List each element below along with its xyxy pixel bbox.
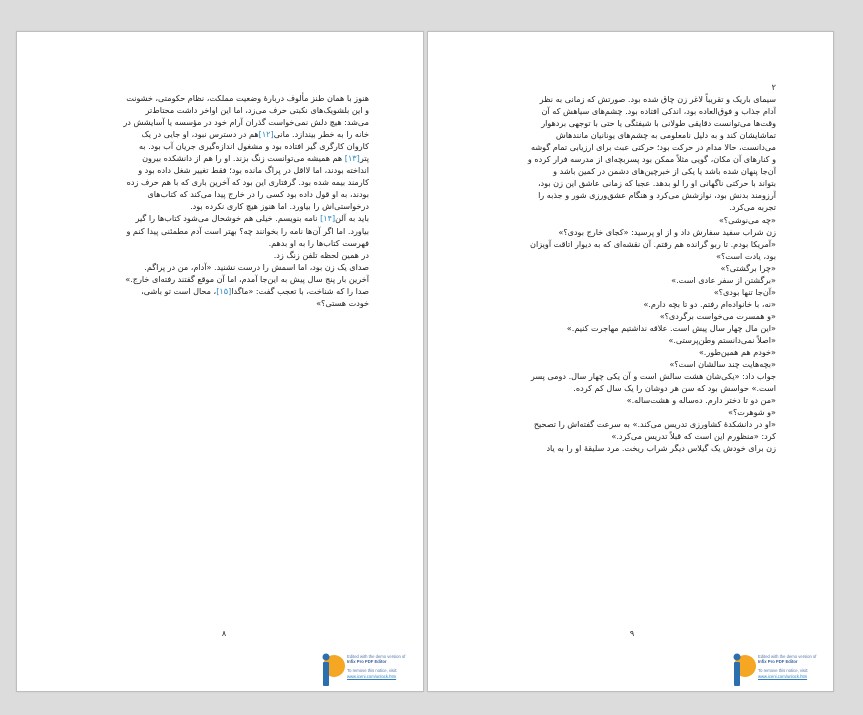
- footnote-ref[interactable]: [۱۴]: [320, 213, 336, 224]
- text-line: «آن‌جا تنها بودی؟»: [713, 286, 776, 297]
- text-line: درخواستی‌اش را بیاورد. اما هنوز هیچ کاری نکرده بود.: [190, 201, 369, 212]
- text-line: خودت هستی؟»: [316, 297, 369, 308]
- left-page: [16, 31, 424, 692]
- text-line: صدا را که شناخت، با تعجب گفت: «ماگدا[۱۵]، محال است تو باشی،: [141, 285, 369, 296]
- watermark-text: Edited with the demo version of Infix Pro PDF Editor To remove this notice, visit: www.iceni.com/unlock.htm: [758, 654, 838, 679]
- text-line: کاروان کارگری گیر افتاده بود و مشغول اندازه‌گیری جریان آب بود. به: [138, 141, 369, 152]
- text-line: «اصلاً نمی‌دانستم وطن‌پرستی.»: [668, 334, 776, 345]
- text-line: زن برای خودش یک گیلاس دیگر شراب ریخت. مرد سلیقهٔ او را به یاد: [546, 443, 776, 454]
- text-line: می‌دانست، حالا مدام در حرکت بود؛ حرکتی عبث برای ارزیابی تمام گوشه: [531, 142, 776, 153]
- text-line: «این مال چهار سال پیش است. علاقه نداشتیم مهاجرت کنیم.»: [566, 322, 776, 333]
- watermark-link[interactable]: www.iceni.com/unlock.htm: [347, 673, 397, 679]
- text-line: است.» حواسش بود که سن هر دوشان را یک سال کم کرده.: [573, 383, 776, 394]
- infix-logo-icon: [728, 652, 756, 688]
- text-line: «چه می‌نوشی؟»: [718, 214, 776, 225]
- right-page: [427, 31, 834, 692]
- text-line: «نه، با خانواده‌ام رفتم. دو تا بچه دارم.»: [643, 298, 776, 309]
- section-number: ۲: [771, 82, 776, 92]
- text-line: تماشایشان کند و به دلیل نامعلومی به چشم‌های یونانیان مانندهاش: [555, 130, 776, 141]
- text-line: «و شوهرت؟»: [728, 407, 776, 418]
- text-line: تجربه می‌کرد.: [729, 202, 776, 213]
- infix-logo-icon: [317, 652, 345, 688]
- text-line: و این بلشویک‌های نکبتی حرف می‌زد، اما این اواخر داشت محتاط‌تر: [145, 105, 369, 116]
- text-line: سیمای باریک و تقریباً لاغر زن چاق شده بود. صورتش که زمانی به نظر: [539, 94, 776, 105]
- text-line: «چرا برگشتی؟»: [720, 262, 776, 273]
- text-line: زن شراب سفید سفارش داد و از او پرسید: «کجای خارج بودی؟»: [558, 226, 776, 237]
- text-line: «خودم هم همین‌طور.»: [698, 347, 776, 358]
- text-line: آرزومند بدنش بود، نوازشش می‌کرد و هنگام عشق‌ورزی شور و جذبه را: [538, 190, 776, 201]
- text-line: هنوز با همان طنز مألوف دربارهٔ وضعیت مملکت، نظام حکومتی، خشونت: [126, 93, 369, 103]
- watermark-link[interactable]: www.iceni.com/unlock.htm: [758, 673, 808, 679]
- watermark-text: Edited with the demo version of Infix Pro PDF Editor To remove this notice, visit: www.iceni.com/unlock.htm: [347, 654, 427, 679]
- text-line: بودند، به او قول داده بود کسی را در خارج پیدا می‌کند که کتاب‌های: [147, 189, 369, 200]
- text-line: در همین لحظه تلفن زنگ زد.: [273, 249, 369, 260]
- text-line: باید به آلن[۱۴] نامه بنویسم. خیلی هم خوشحال می‌شود کتاب‌ها را گیر: [135, 213, 369, 224]
- text-line: «بچه‌هایت چند سالشان است؟»: [669, 359, 776, 370]
- text-line: بیاورد. اما اگر آن‌ها نامه را بخوانند چه؟ بهتر است آدم مطمئنی پیدا کنم و: [126, 225, 369, 236]
- page-number: ۹: [629, 629, 635, 638]
- text-line: انداخته بودند، اما لااقل در پراگ مانده بود؛ فقط تغییر شغل داده بود و: [138, 165, 369, 176]
- text-line: می‌شد: هیچ دلش نمی‌خواست گذران آرام خود در مؤسسه یا آسایشش در: [123, 117, 369, 128]
- text-line: خانه را به خطر بیندازد. مانی[۱۲]هم در دسترس نبود، او جایی در یک: [141, 129, 369, 140]
- right-page-text: [488, 81, 776, 454]
- text-line: آخرین بار پنج سال پیش به این‌جا آمدم، اما آن موقع گفتند رفته‌ای خارج.»: [125, 273, 369, 284]
- footnote-ref[interactable]: [۱۵]: [216, 285, 232, 296]
- text-line: صدای یک زن بود، اما اسمش را درست نشنید. «آدام، من در پراگم.: [144, 261, 369, 272]
- text-line: فهرست کتاب‌ها را به او بدهم.: [268, 237, 369, 248]
- text-line: «آمریکا بودم. تا ربو گرانده هم رفتم. آن نقشه‌ای که به دیوار اتاقت آویزان: [530, 238, 776, 249]
- text-line: جواب داد: «یکی‌شان هشت سالش است و آن یکی چهار سال. دومی پسر: [530, 371, 776, 382]
- footnote-ref[interactable]: [۱۲]: [258, 129, 274, 140]
- text-line: «برگشتن از سفر عادی است.»: [671, 274, 776, 285]
- text-line: کرد: «منظورم این است که قبلاً تدریس می‌کرد.»: [611, 431, 776, 442]
- text-line: پتر[۱۳] هم همیشه می‌توانست زنگ بزند. او را هم از دانشکده بیرون: [142, 153, 369, 164]
- text-line: آدام جذاب و فوق‌العاده بود، اندکی افتاده بود. چشم‌های سیاهش که آن: [541, 106, 776, 117]
- text-line: و کنارهای آن مکان، گویی مثلاً ممکن بود پسربچه‌ای از مدرسه فرار کرده و: [527, 154, 776, 165]
- text-line: «و همسرت می‌خواست برگردی؟»: [659, 310, 776, 321]
- text-line: وقت‌ها می‌توانست دقایقی طولانی با شیفتگی یا حتی با توجهی بردهوار: [541, 118, 776, 129]
- page-number: ۸: [221, 629, 227, 638]
- footnote-ref[interactable]: [۱۳]: [344, 153, 360, 164]
- text-line: بود، یادت است؟»: [716, 250, 776, 261]
- demo-watermark: [728, 652, 838, 688]
- text-line: آن‌جا پنهان شده باشد یا یکی از خبرچین‌های دشمن در کمین باشد و: [553, 166, 776, 177]
- demo-watermark: [317, 652, 427, 688]
- text-line: کارمند بیمه شده بود. گرفتاری این بود که آخرین باری که با هم حرف زده: [126, 177, 369, 188]
- text-line: بتواند با حرکتی ناگهانی او را لو بدهد. عجبا که زمانی عاشق این زن بود،: [537, 178, 776, 189]
- left-page-text: [73, 92, 369, 309]
- text-line: «من دو تا دختر دارم. ده‌ساله و هشت‌ساله.»: [626, 395, 776, 406]
- text-line: «او در دانشکدهٔ کشاورزی تدریس می‌کند.» به سرعت گفته‌اش را تصحیح: [533, 419, 776, 430]
